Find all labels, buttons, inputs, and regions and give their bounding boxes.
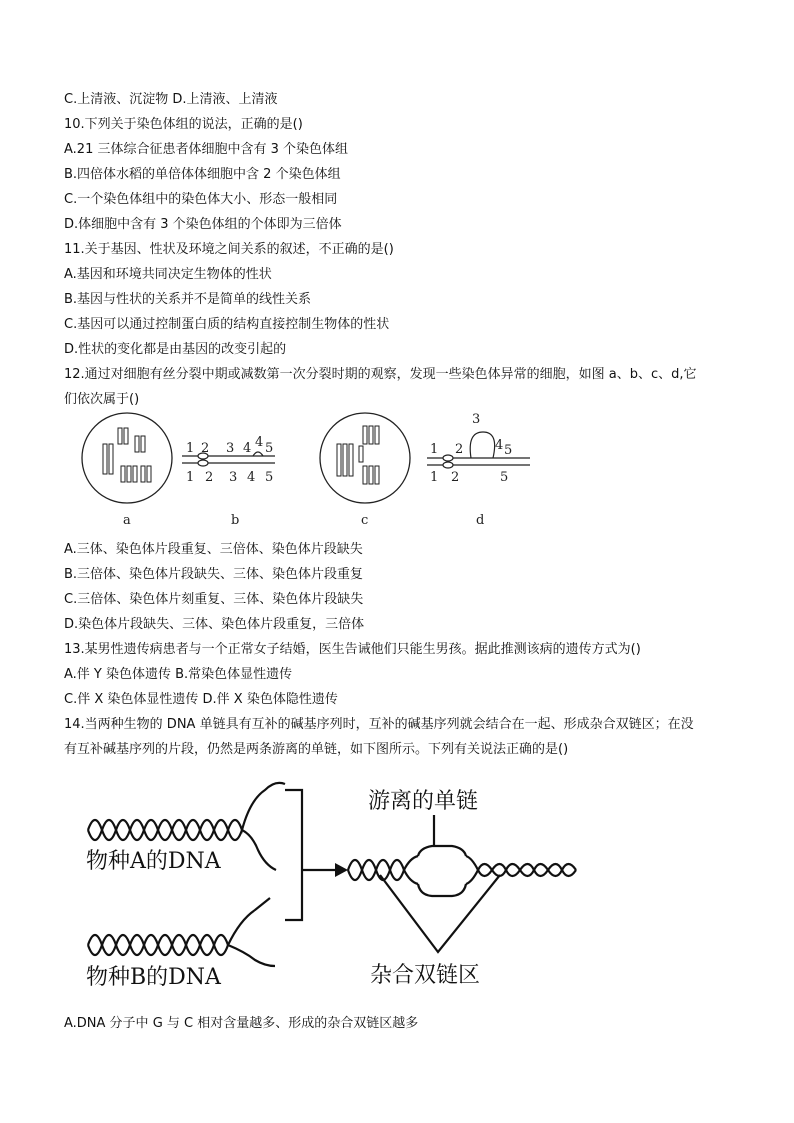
b-bottom-label-4: 4	[247, 470, 256, 485]
d-bottom-label-2: 2	[451, 470, 460, 485]
arrow-head	[335, 863, 348, 877]
dna-hybridization-figure	[80, 770, 600, 1000]
b-top-label-4b: 4	[255, 435, 264, 450]
cell-c-diagram	[320, 413, 410, 503]
species-b-strand-2	[88, 935, 275, 966]
q11-stem: 11.关于基因、性状及环境之间关系的叙述，不正确的是()	[64, 242, 394, 257]
chromosome-figure	[75, 410, 545, 535]
q10-option-c: C.一个染色体组中的染色体大小、形态一般相同	[64, 192, 338, 207]
q14-stem-line2: 有互补碱基序列的片段，仍然是两条游离的单链，如下图所示。下列有关说法正确的是()	[64, 742, 569, 757]
q11-option-d: D.性状的变化都是由基因的改变引起的	[64, 342, 287, 357]
q11-option-b: B.基因与性状的关系并不是简单的线性关系	[64, 292, 312, 307]
d-bottom-label-5: 5	[500, 470, 509, 485]
d-top-label-3: 3	[472, 412, 481, 427]
free-single-strand-loop	[418, 846, 466, 856]
q11-option-a: A.基因和环境共同决定生物体的性状	[64, 267, 272, 282]
q10-stem: 10.下列关于染色体组的说法，正确的是()	[64, 117, 303, 132]
b-bottom-label-2: 2	[205, 470, 214, 485]
q9-options-cd: C.上清液、沉淀物 D.上清液、上清液	[64, 92, 278, 107]
q10-option-d: D.体细胞中含有 3 个染色体组的个体即为三倍体	[64, 217, 342, 232]
d-top-label-5: 5	[504, 443, 513, 458]
b-top-label-3: 3	[226, 441, 235, 456]
d-top-label-2: 2	[455, 442, 464, 457]
q14-stem-line1: 14.当两种生物的 DNA 单链具有互补的碱基序列时，互补的碱基序列就会结合在一起、形成杂合双链区；在没	[64, 717, 694, 732]
species-b-strand-1	[88, 898, 270, 955]
b-bottom-label-3: 3	[229, 470, 238, 485]
b-top-label-1: 1	[186, 441, 195, 456]
q13-stem: 13.某男性遗传病患者与一个正常女子结婚，医生告诫他们只能生男孩。据此推测该病的遗传方式为()	[64, 642, 641, 657]
b-bottom-label-1: 1	[186, 470, 195, 485]
q12-stem-line2: 们依次属于()	[64, 392, 140, 407]
species-b-label: 物种B的DNA	[86, 965, 221, 990]
q12-option-c: C.三倍体、染色体片刻重复、三体、染色体片段缺失	[64, 592, 364, 607]
free-single-strand-label: 游离的单链	[368, 789, 479, 814]
label-b: b	[231, 513, 240, 528]
q12-option-a: A.三体、染色体片段重复、三倍体、染色体片段缺失	[64, 542, 363, 557]
b-top-label-5: 5	[265, 441, 274, 456]
hybrid-region-pointer	[380, 875, 500, 952]
b-top-label-2: 2	[201, 441, 210, 456]
label-a: a	[123, 513, 131, 528]
q12-stem-line1: 12.通过对细胞有丝分裂中期或减数第一次分裂时期的观察，发现一些染色体异常的细胞，如图 a、b、c、d,它	[64, 367, 697, 382]
label-c: c	[361, 513, 369, 528]
q10-option-a: A.21 三体综合征患者体细胞中含有 3 个染色体组	[64, 142, 349, 157]
bracket	[285, 790, 302, 920]
q13-options-ab: A.伴 Y 染色体遗传 B.常染色体显性遗传	[64, 667, 293, 682]
q12-option-b: B.三倍体、染色体片段缺失、三体、染色体片段重复	[64, 567, 364, 582]
chromosome-pair-d	[427, 432, 530, 468]
d-top-label-1: 1	[430, 442, 439, 457]
b-bottom-label-5: 5	[265, 470, 274, 485]
d-top-label-4: 4	[495, 438, 504, 453]
q12-option-d: D.染色体片段缺失、三体、染色体片段重复，三倍体	[64, 617, 365, 632]
q10-option-b: B.四倍体水稻的单倍体体细胞中含 2 个染色体组	[64, 167, 341, 182]
d-bottom-label-1: 1	[430, 470, 439, 485]
b-top-label-4a: 4	[243, 441, 252, 456]
label-d: d	[476, 513, 485, 528]
cell-a-diagram	[82, 413, 172, 503]
q14-option-a: A.DNA 分子中 G 与 C 相对含量越多、形成的杂合双链区越多	[64, 1016, 419, 1031]
species-a-label: 物种A的DNA	[86, 849, 221, 874]
q11-option-c: C.基因可以通过控制蛋白质的结构直接控制生物体的性状	[64, 317, 390, 332]
q13-options-cd: C.伴 X 染色体显性遗传 D.伴 X 染色体隐性遗传	[64, 692, 338, 707]
hybrid-region-label: 杂合双链区	[370, 963, 481, 988]
